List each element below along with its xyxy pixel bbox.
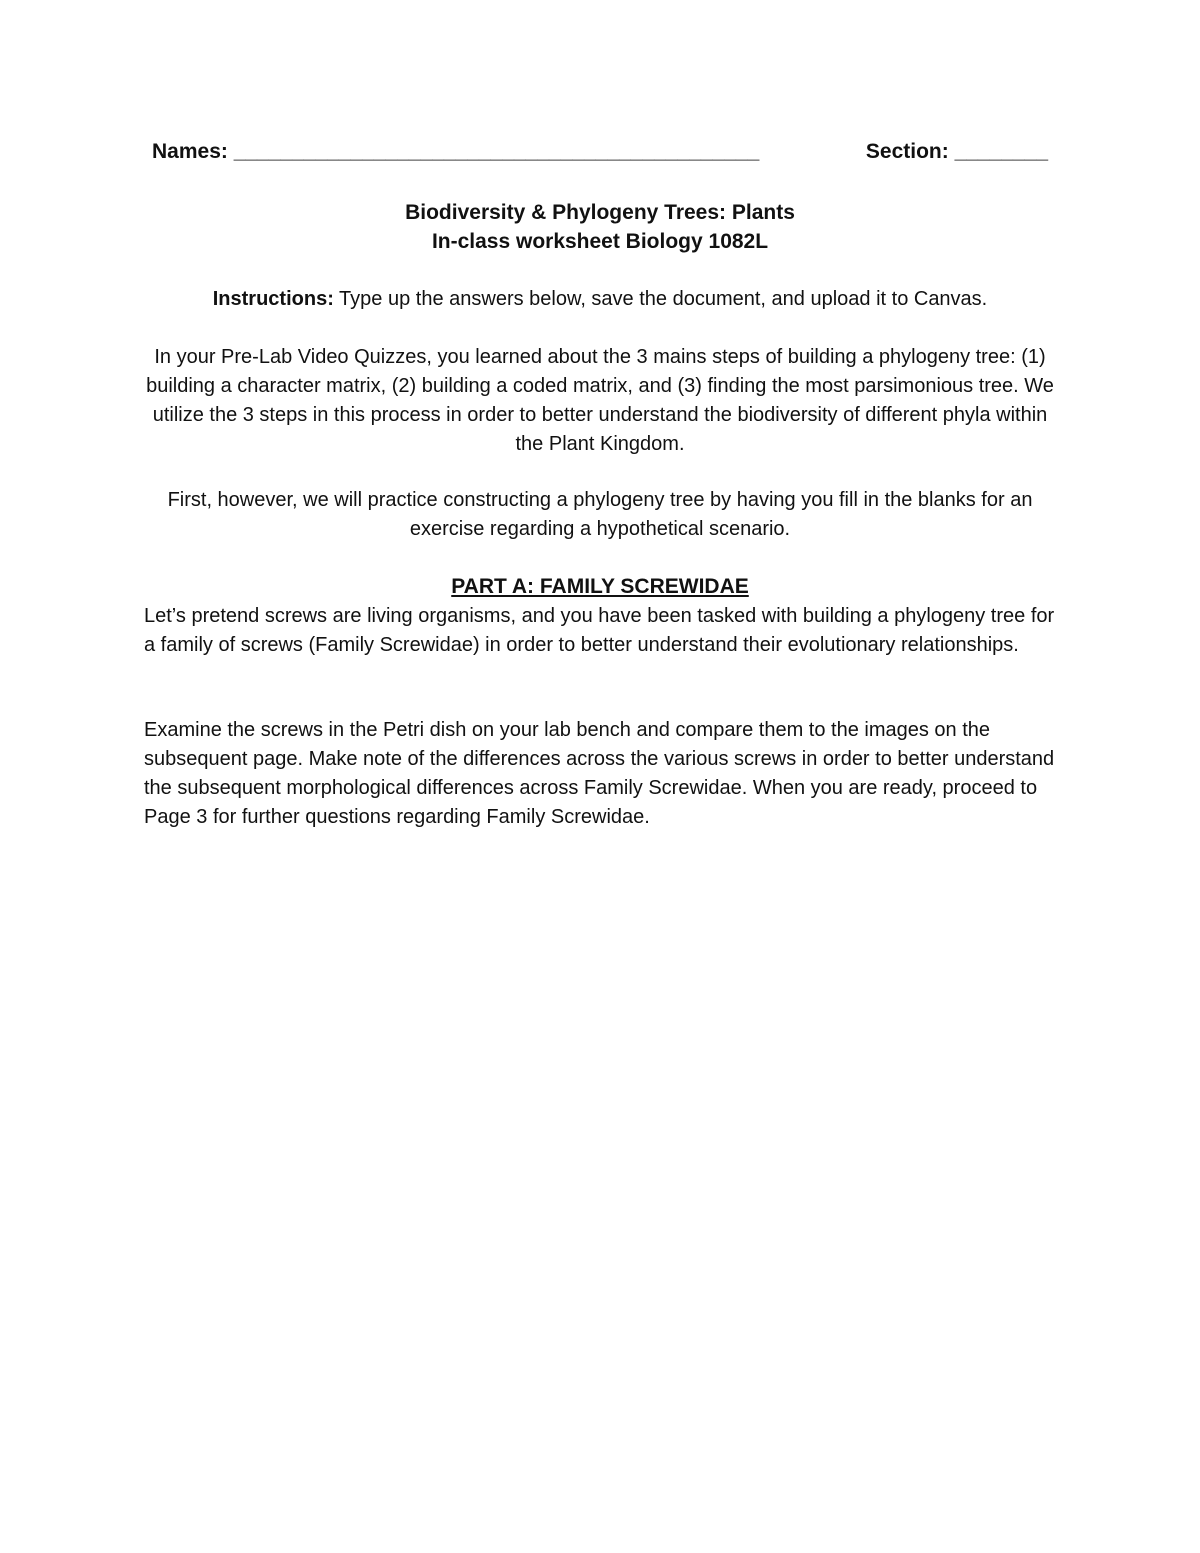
instructions — [144, 285, 1056, 314]
part-a-paragraph-1: Let’s pretend screws are living organisms, and you have been tasked with building a phylogeny tree for a family of screws (Family Screwidae) in order to better understand their evolutionary relationships. — [144, 605, 1055, 656]
practice-paragraph: First, however, we will practice constructing a phylogeny tree by having you fill in the blanks for an exercise regarding a hypothetical scenario. — [167, 489, 1033, 540]
instructions-text: Type up the answers below, save the document, and upload it to Canvas. — [333, 288, 988, 310]
title-line-2: In-class worksheet Biology 1082L — [431, 230, 769, 253]
title-line-1: Biodiversity & Phylogeny Trees: Plants — [405, 201, 795, 224]
names-field-label: Names: _____________________________________________ — [152, 140, 760, 163]
section-field-label: Section: ________ — [865, 140, 1048, 163]
header-line — [152, 140, 1048, 170]
instructions-label: Instructions: — [212, 288, 334, 310]
part-a-paragraph-2: Examine the screws in the Petri dish on your lab bench and compare them to the images on the subsequent page. Make note of the differences across the various screws in order to better understand the subsequent morphological differences across Family Screwidae. When you are ready, proceed to Page 3 for further questions regarding Family Screwidae. — [144, 719, 1055, 828]
part-a-heading: PART A: FAMILY SCREWIDAE — [451, 575, 749, 598]
intro-paragraph: In your Pre-Lab Video Quizzes, you learned about the 3 mains steps of building a phylogeny tree: (1) building a character matrix, (2) building a coded matrix, and (3) finding the most parsimonious tree. We utilize the 3 steps in this process in order to better understand the biodiversity of different phyla within the Plant Kingdom. — [146, 346, 1054, 455]
document-title — [144, 198, 1056, 256]
